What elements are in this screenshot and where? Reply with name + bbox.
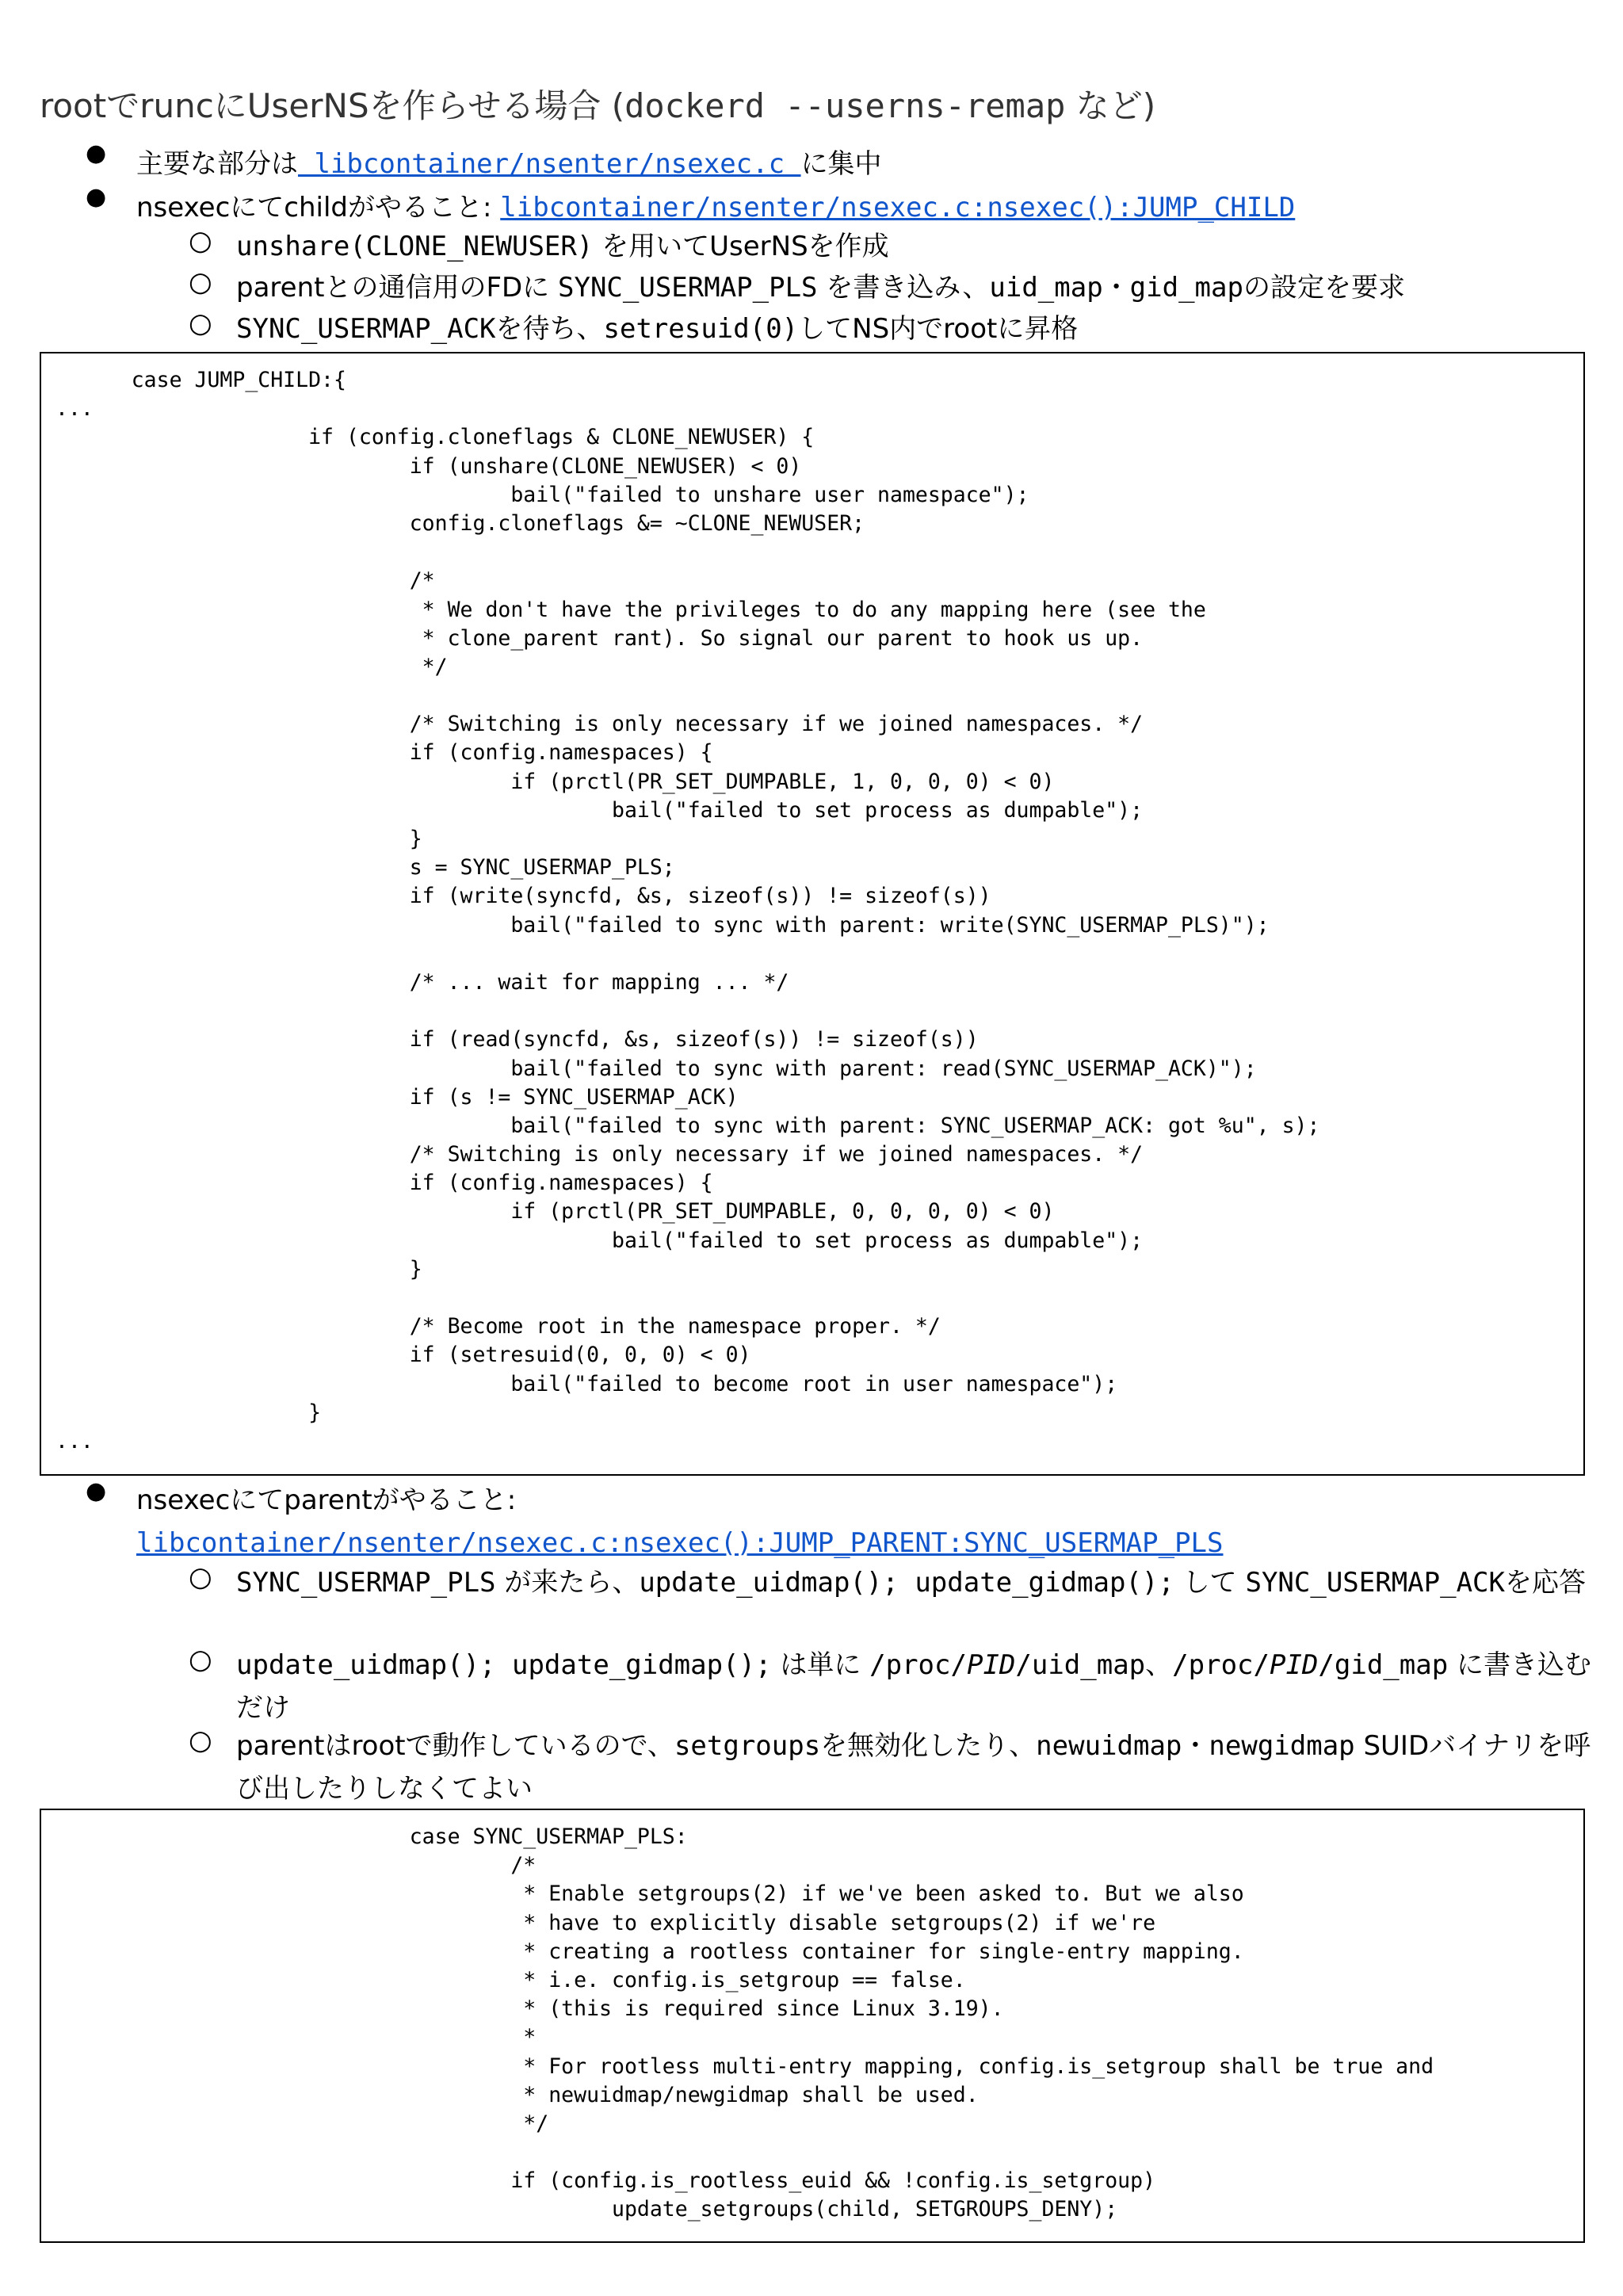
- code-line: if (read(syncfd, &s, sizeof(s)) != sizeof(s)): [55, 1027, 979, 1052]
- code-lines: [55, 366, 1319, 1456]
- code-line: bail("failed to become root in user namespace");: [55, 1371, 1118, 1396]
- code-line: case JUMP_CHILD:{: [55, 368, 346, 392]
- code-line: case SYNC_USERMAP_PLS:: [55, 1824, 688, 1849]
- code-line: /* ... wait for mapping ... */: [55, 969, 789, 995]
- code-line: s = SYNC_USERMAP_PLS;: [55, 855, 675, 881]
- code-line: config.cloneflags &= ~CLONE_NEWUSER;: [55, 510, 865, 536]
- code-line: bail("failed to sync with parent: read(SYNC_USERMAP_ACK)");: [55, 1056, 1257, 1081]
- code-line: if (s != SYNC_USERMAP_ACK): [55, 1084, 739, 1110]
- code-line: ...: [55, 396, 94, 422]
- bullet-main-part: 主要な部分は libcontainer/nsenter/nsexec.c に集中: [136, 148, 882, 180]
- code-line: bail("failed to set process as dumpable");: [55, 1228, 1144, 1253]
- child-step-write: parentとの通信用のFDに SYNC_USERMAP_PLS を書き込み、uid_map・gid_mapの設定を要求: [236, 272, 1405, 304]
- heading-text: rootでruncにUserNSを作らせる場合 (: [40, 86, 625, 125]
- code-line: [55, 940, 1319, 968]
- parent-step-respond: SYNC_USERMAP_PLS が来たら、update_uidmap(); update_gidmap(); して SYNC_USERMAP_ACKを応答: [236, 1567, 1586, 1599]
- parent-step-no-suid: parentはrootで動作しているので、setgroupsを無効化したり、newuidmap・newgidmap SUIDバイナリを呼び出したりしなくてよい: [236, 1730, 1591, 1805]
- circle-bullet-icon: ○: [189, 266, 212, 298]
- code-line: if (unshare(CLONE_NEWUSER) < 0): [55, 453, 802, 479]
- circle-bullet-icon: ○: [189, 225, 212, 257]
- code-block-jump-child: [40, 352, 1585, 1476]
- code-line: ...: [55, 1428, 94, 1454]
- page-heading: [40, 82, 1593, 130]
- jump-child-link[interactable]: libcontainer/nsenter/nsexec.c:nsexec():JUMP_CHILD: [500, 192, 1296, 223]
- code-line: * newuidmap/newgidmap shall be used.: [55, 2082, 979, 2107]
- bullet-child: nsexecにてchildがやること: libcontainer/nsenter/nsexec.c:nsexec():JUMP_CHILD: [136, 192, 1296, 223]
- code-line: * For rootless multi-entry mapping, config.is_setgroup shall be true and: [55, 2053, 1434, 2079]
- heading-code: dockerd --userns-remap: [624, 86, 1066, 125]
- code-line: */: [55, 2111, 549, 2136]
- code-block-sync-usermap: [40, 1809, 1585, 2243]
- code-line: * (this is required since Linux 3.19).: [55, 1996, 1004, 2022]
- jump-parent-link[interactable]: libcontainer/nsenter/nsexec.c:nsexec():JUMP_PARENT:SYNC_USERMAP_PLS: [136, 1527, 1224, 1559]
- code-line: if (config.namespaces) {: [55, 1171, 713, 1196]
- code-line: [55, 2138, 1434, 2167]
- code-line: if (config.namespaces) {: [55, 740, 713, 766]
- bullet-icon: ●: [86, 183, 107, 211]
- code-lines: [55, 1823, 1434, 2225]
- circle-bullet-icon: ○: [189, 1644, 212, 1675]
- code-line: * Enable setgroups(2) if we've been asked to. But we also: [55, 1881, 1244, 1907]
- code-line: /* Switching is only necessary if we joined namespaces. */: [55, 1142, 1144, 1167]
- code-line: * creating a rootless container for single-entry mapping.: [55, 1939, 1244, 1964]
- code-line: }: [55, 827, 422, 851]
- code-line: /* Become root in the namespace proper. */: [55, 1314, 941, 1339]
- code-line: * have to explicitly disable setgroups(2) if we're: [55, 1910, 1156, 1935]
- nsexec-link[interactable]: libcontainer/nsenter/nsexec.c: [298, 148, 801, 180]
- code-line: if (config.is_rootless_euid && !config.is_setgroup): [55, 2168, 1156, 2194]
- circle-bullet-icon: ○: [189, 1561, 212, 1593]
- code-line: if (write(syncfd, &s, sizeof(s)) != sizeof(s)): [55, 884, 991, 909]
- code-line: * clone_parent rant). So signal our parent to hook us up.: [55, 625, 1144, 651]
- circle-bullet-icon: ○: [189, 1725, 212, 1756]
- heading-suffix: など): [1065, 86, 1156, 125]
- code-line: * i.e. config.is_setgroup == false.: [55, 1967, 966, 1992]
- child-step-unshare: unshare(CLONE_NEWUSER) を用いてUserNSを作成: [236, 231, 889, 262]
- code-line: bail("failed to sync with parent: SYNC_USERMAP_ACK: got %u", s);: [55, 1113, 1320, 1138]
- code-line: }: [55, 1400, 322, 1425]
- bullet-icon: ●: [86, 139, 107, 167]
- bullet-icon: ●: [86, 1477, 107, 1505]
- code-line: [55, 538, 1319, 567]
- code-line: /* Switching is only necessary if we joined namespaces. */: [55, 712, 1144, 737]
- bullet-parent: nsexecにてparentがやること:: [136, 1484, 517, 1516]
- code-line: if (prctl(PR_SET_DUMPABLE, 0, 0, 0, 0) < 0): [55, 1199, 1055, 1224]
- code-line: if (setresuid(0, 0, 0) < 0): [55, 1343, 751, 1368]
- code-line: update_setgroups(child, SETGROUPS_DENY);: [55, 2197, 1118, 2222]
- child-step-setresuid: SYNC_USERMAP_ACKを待ち、setresuid(0)してNS内でrootに昇格: [236, 313, 1079, 345]
- code-line: [55, 1284, 1319, 1312]
- code-line: [55, 682, 1319, 710]
- code-line: /*: [55, 1853, 537, 1878]
- code-line: bail("failed to set process as dumpable");: [55, 797, 1144, 823]
- bullet-parent-link-row: [136, 1522, 1594, 1564]
- code-line: */: [55, 654, 448, 679]
- circle-bullet-icon: ○: [189, 308, 212, 339]
- code-line: if (prctl(PR_SET_DUMPABLE, 1, 0, 0, 0) < 0): [55, 769, 1055, 794]
- code-line: /*: [55, 568, 435, 594]
- parent-step-write-maps: update_uidmap(); update_gidmap(); は単に /proc/PID/uid_map、/proc/PID/gid_map に書き込むだけ: [236, 1649, 1591, 1724]
- code-line: *: [55, 2025, 537, 2050]
- code-line: bail("failed to sync with parent: write(SYNC_USERMAP_PLS)");: [55, 912, 1270, 938]
- code-line: [55, 997, 1319, 1026]
- code-line: if (config.cloneflags & CLONE_NEWUSER) {: [55, 425, 815, 450]
- code-line: bail("failed to unshare user namespace");: [55, 482, 1029, 507]
- code-line: }: [55, 1256, 422, 1282]
- code-line: * We don't have the privileges to do any mapping here (see the: [55, 597, 1206, 622]
